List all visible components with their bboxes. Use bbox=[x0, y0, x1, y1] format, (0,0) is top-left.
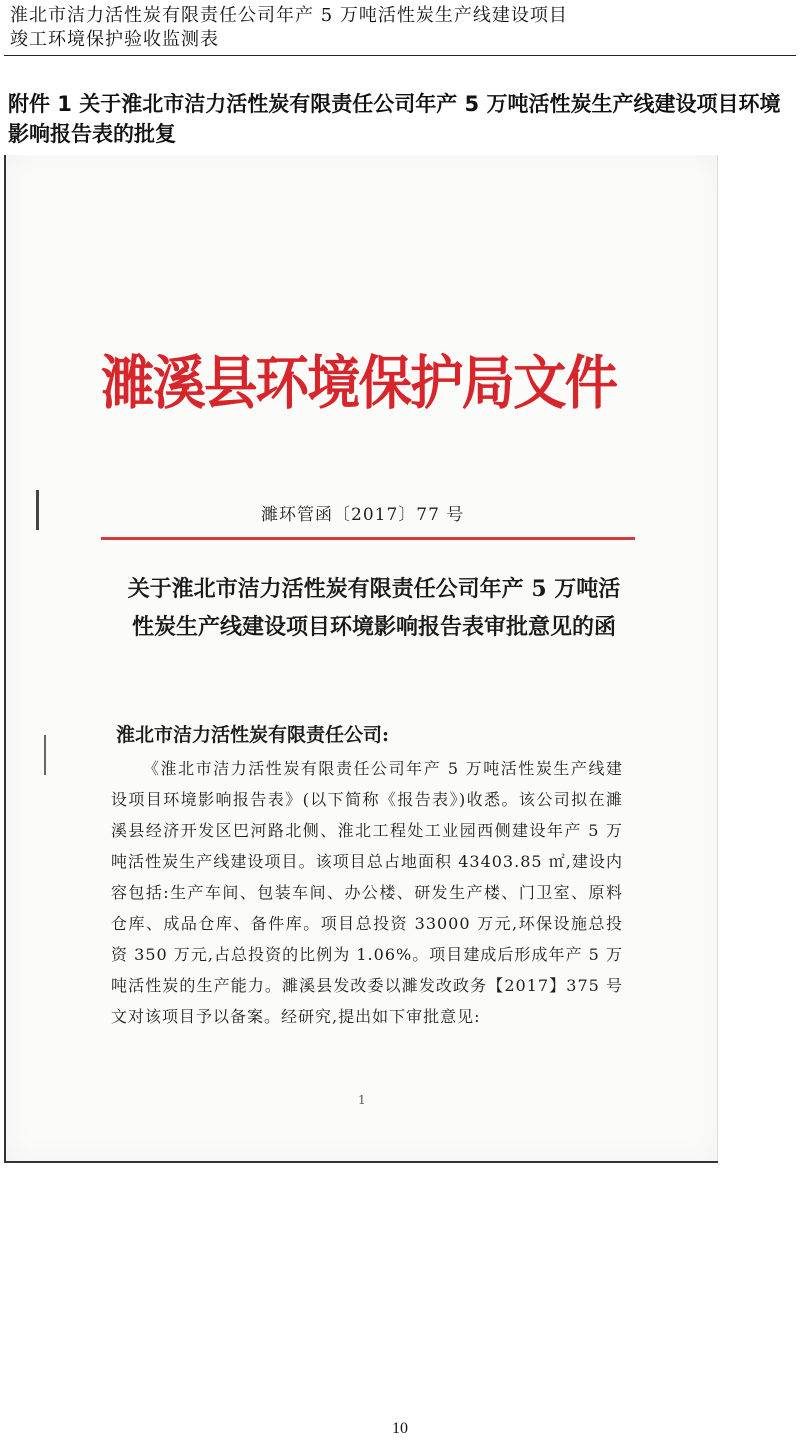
running-header bbox=[10, 4, 800, 52]
document-number: 濉环管函〔2017〕77 号 bbox=[261, 505, 465, 525]
letter-title: 关于淮北市洁力活性炭有限责任公司年产 5 万吨活性炭生产线建设项目环境影响报告表审批意见的函 bbox=[127, 576, 621, 640]
scan-page-mark: 1 bbox=[358, 1093, 366, 1107]
letter-recipient: 淮北市洁力活性炭有限责任公司: bbox=[116, 724, 390, 746]
page-number: 10 bbox=[392, 1420, 408, 1437]
letter-body: 《淮北市洁力活性炭有限责任公司年产 5 万吨活性炭生产线建设项目环境影响报告表》(以下简称《报告表》)收悉。该公司拟在濉溪县经济开发区巴河路北侧、淮北工程处工业园西侧建设年产 5 万吨活性炭生产线建设项目。该项目总占地面积 43403.85 ㎡,建设内容包括:生产车间、包装车间、办公楼、研发生产楼、门卫室、原料仓库、成品仓库、备件库。项目总投资 33000 万元,环保设施总投资 350 万元,占总投资的比例为 1.06%。项目建成后形成年产 5 万吨活性炭的生产能力。濉溪县发改委以濉发改政务【2017】375 号文对该项目予以备案。经研究,提出如下审批意见: bbox=[111, 759, 623, 1026]
letterhead-red-rule bbox=[101, 537, 635, 540]
scan-edge bbox=[717, 155, 718, 1161]
scan-margin-mark bbox=[36, 490, 39, 530]
header-line-2: 竣工环境保护验收监测表 bbox=[10, 29, 219, 50]
header-divider bbox=[4, 55, 796, 56]
scanned-document bbox=[4, 155, 718, 1163]
scan-margin-mark bbox=[44, 735, 46, 775]
appendix-title: 附件 1 关于淮北市洁力活性炭有限责任公司年产 5 万吨活性炭生产线建设项目环境影响报告表的批复 bbox=[8, 92, 781, 146]
header-line-1: 淮北市洁力活性炭有限责任公司年产 5 万吨活性炭生产线建设项目 bbox=[10, 5, 568, 26]
agency-letterhead: 濉溪县环境保护局文件 bbox=[101, 349, 617, 417]
